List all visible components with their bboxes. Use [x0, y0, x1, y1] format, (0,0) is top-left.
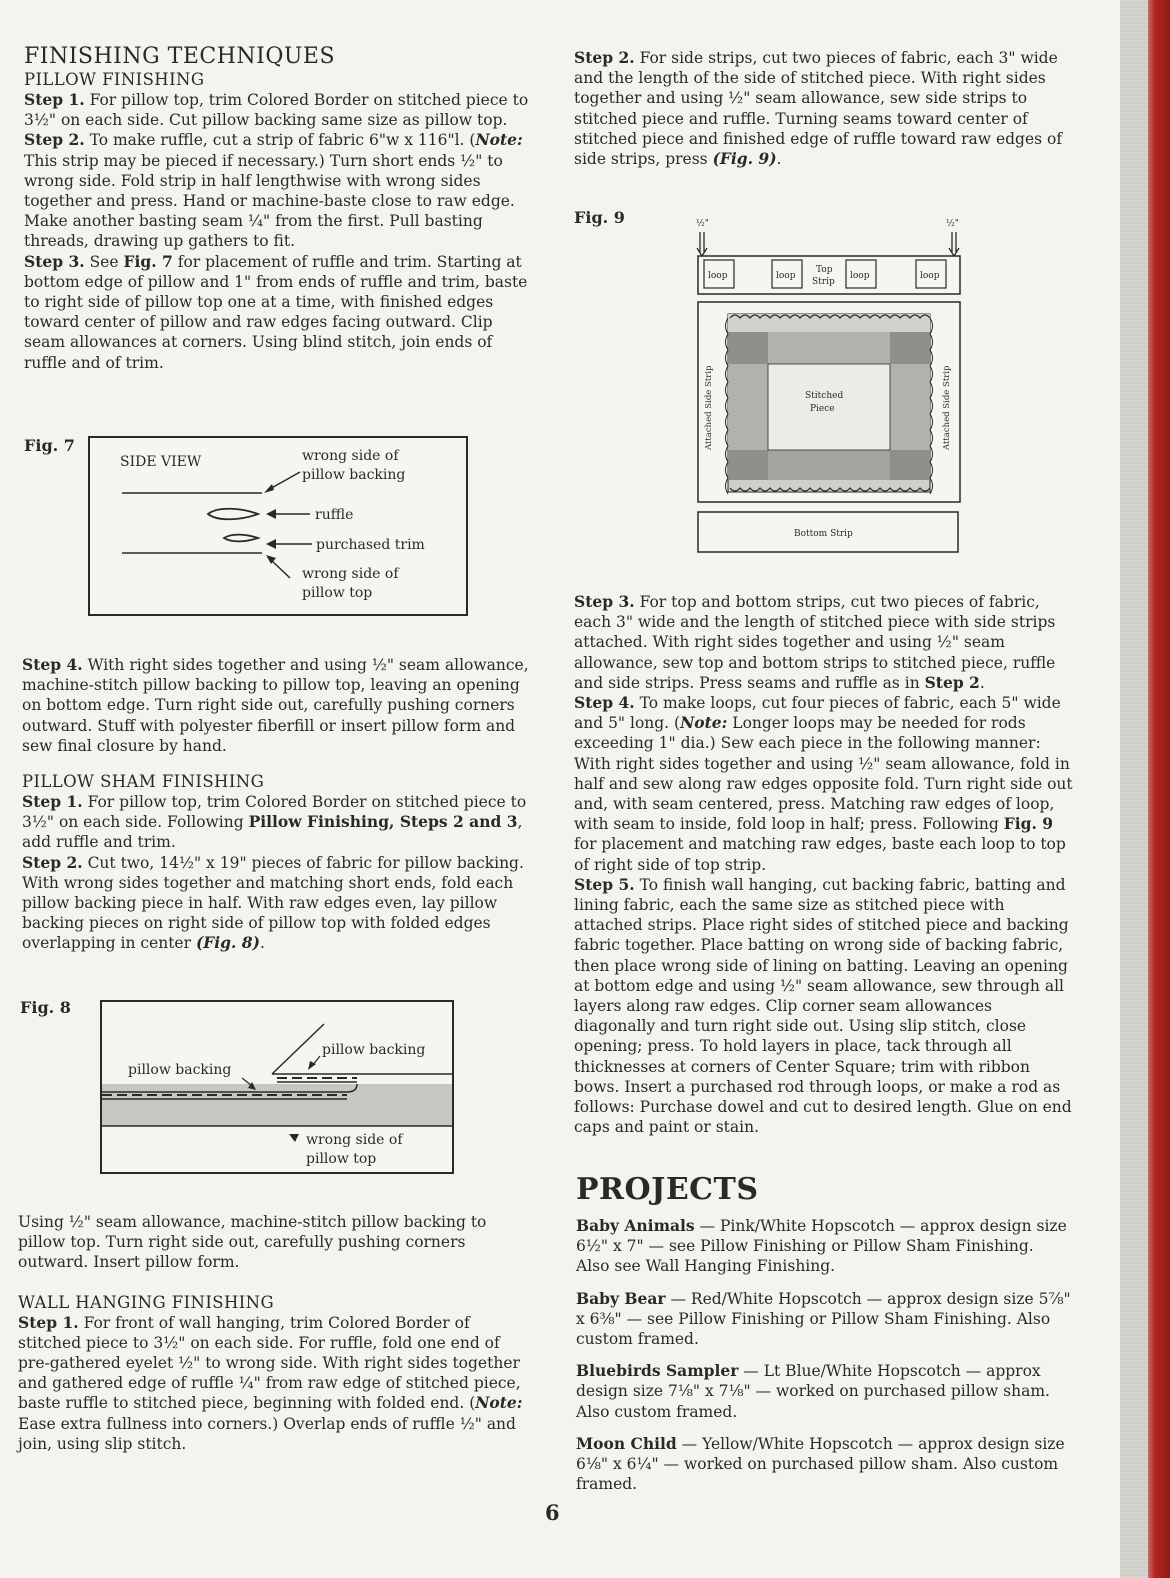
wall-title: WALL HANGING FINISHING — [18, 1292, 275, 1312]
wall-step4: Step 4. To make loops, cut four pieces of fabric, each 5" wide and 5" long. (Note: Longer loops may be needed for rods exceeding 1" dia.) Sew each piece in the following manner: With right sides together and using ½" seam allowance, fold in half and sew along raw edges opposite fold. Turn right side out and, with seam centered, press. Matching raw edges of loop, with seam to inside, fold loop in half; press. Following Fig. 9 for placement and matching raw edges, baste each loop to top of right side of top strip. — [574, 693, 1073, 874]
fig9-loop-4: loop — [920, 271, 940, 281]
pillow-step2: Step 2. To make ruffle, cut a strip of fabric 6"w x 116"l. (Note: This strip may be pieced if necessary.) Turn short ends ½" to wrong side. Fold strip in half lengthwise with wrong sides together and press. Hand or machine-baste close to raw edge. Make another basting seam ¼" from the first. Pull basting threads, drawing up gathers to fit. — [24, 130, 523, 251]
fig8-label: Fig. 8 — [20, 998, 71, 1017]
fig9-stitched-2: Piece — [810, 404, 835, 414]
left-column-middle — [22, 655, 532, 954]
project-item-1: Baby Bear — Red/White Hopscotch — approx design size 5⅞" x 6⅜" — see Pillow Finishing or Pillow Sham Finishing. Also custom framed. — [576, 1288, 1071, 1349]
fig7-ruffle: ruffle — [315, 507, 354, 523]
fig9-half-right: ½" — [946, 219, 959, 229]
left-column-bottom — [18, 1212, 532, 1454]
wall-step1: Step 1. For front of wall hanging, trim Colored Border of stitched piece to 3½" on each side. For ruffle, fold one end of pre-gathered eyelet ½" to wrong side. With right sides together and gathered edge of ruffle ¼" from raw edge of stitched piece, baste ruffle to stitched piece, beginning with folded end. (Note: Ease extra fullness into corners.) Overlap ends of ruffle ½" and join, using slip stitch. — [18, 1312, 523, 1453]
fig7-side-view: SIDE VIEW — [120, 454, 202, 470]
left-column-top — [24, 44, 534, 373]
fig9-side-left: Attached Side Strip — [704, 365, 714, 450]
fig9-loop-3: loop — [850, 271, 870, 281]
sham-step1: Step 1. For pillow top, trim Colored Border on stitched piece to 3½" on each side. Following Pillow Finishing, Steps 2 and 3, add ruffle and trim. — [22, 792, 527, 852]
fig7-diagram — [88, 436, 468, 616]
fig9-loop-2: loop — [776, 271, 796, 281]
fig9-loop-1: loop — [708, 271, 728, 281]
fig8-backing-right: pillow backing — [322, 1042, 426, 1058]
fig9-label: Fig. 9 — [574, 208, 625, 227]
project-item-0: Baby Animals — Pink/White Hopscotch — approx design size 6½" x 7" — see Pillow Finishing or Pillow Sham Finishing. Also see Wall Hanging Finishing. — [576, 1216, 1067, 1276]
fig9-top-2: Strip — [812, 277, 835, 287]
right-column-middle — [574, 592, 1074, 1137]
fig8-backing-left: pillow backing — [128, 1062, 232, 1078]
fig7-trim: purchased trim — [316, 537, 425, 553]
fig7-wrong-backing-1: wrong side of — [302, 448, 399, 464]
fig9-diagram — [690, 214, 970, 560]
fig9-bottom: Bottom Strip — [794, 529, 853, 539]
page-edge — [1120, 0, 1170, 1578]
fig8-diagram — [100, 1000, 454, 1174]
fig9-side-right: Attached Side Strip — [942, 365, 952, 450]
page-number: 6 — [545, 1500, 560, 1525]
right-column-top — [574, 48, 1072, 169]
pillow-step1: Step 1. For pillow top, trim Colored Border on stitched piece to 3½" on each side. Cut pillow backing same size as pillow top. — [24, 90, 529, 130]
sham-after: Using ½" seam allowance, machine-stitch pillow backing to pillow top. Turn right side out, carefully pushing corners outward. Insert pillow form. — [18, 1213, 487, 1272]
sham-title: PILLOW SHAM FINISHING — [22, 772, 265, 792]
fig9-top-1: Top — [816, 265, 833, 275]
fig7-wrong-top-1: wrong side of — [302, 566, 399, 582]
fig8-wrong-top-1: wrong side of — [306, 1132, 403, 1148]
wall-step3: Step 3. For top and bottom strips, cut two pieces of fabric, each 3" wide and the length of stitched piece with side strips attached. With right sides together and using ½" seam allowance, sew top and bottom strips to stitched piece, ruffle and side strips. Press seams and ruffle as in Step 2. — [574, 592, 1056, 692]
pillow-step3: Step 3. See Fig. 7 for placement of ruffle and trim. Starting at bottom edge of pillow and 1" from ends of ruffle and trim, baste to right side of pillow top one at a time, with finished edges toward center of pillow and raw edges facing outward. Clip seam allowances at corners. Using blind stitch, join ends of ruffle and of trim. — [24, 251, 528, 372]
pillow-step4: Step 4. With right sides together and using ½" seam allowance, machine-stitch pillow backing to pillow top, leaving an opening on bottom edge. Turn right side out, carefully pushing corners outward. Stuff with polyester fiberfill or insert pillow form and sew final closure by hand. — [22, 655, 529, 755]
wall-step2: Step 2. For side strips, cut two pieces of fabric, each 3" wide and the length of the side of stitched piece. With right sides together and using ½" seam allowance, sew side strips to stitched piece and ruffle. Turning seams toward center of stitched piece and finished edge of ruffle toward raw edges of side strips, press (Fig. 9). — [574, 48, 1063, 169]
projects-title: PROJECTS — [576, 1172, 759, 1207]
page-heading: FINISHING TECHNIQUES — [24, 44, 336, 69]
wall-step5: Step 5. To finish wall hanging, cut backing fabric, batting and lining fabric, each the same size as stitched piece with attached strips. Place right sides of stitched piece and backing fabric together. Place batting on wrong side of backing fabric, then place wrong side of lining on batting. Leaving an opening at bottom edge and using ½" seam allowance, sew through all layers along raw edges. Clip corner seam allowances diagonally and turn right side out. Using slip stitch, close opening; press. To hold layers in place, tack through all thicknesses at corners of Center Square; trim with ribbon bows. Insert a purchased rod through loops, or make a rod as follows: Purchase dowel and cut to desired length. Glue on end caps and paint or stain. — [574, 874, 1072, 1137]
project-item-3: Moon Child — Yellow/White Hopscotch — approx design size 6⅛" x 6¼" — worked on purchased pillow sham. Also custom framed. — [576, 1433, 1065, 1494]
fig8-wrong-top-2: pillow top — [306, 1151, 377, 1167]
fig7-label: Fig. 7 — [24, 436, 75, 455]
fig9-stitched-1: Stitched — [805, 391, 844, 401]
sham-step2: Step 2. Cut two, 14½" x 19" pieces of fabric for pillow backing. With wrong sides together and matching short ends, fold each pillow backing piece in half. With raw edges even, lay pillow backing pieces on right side of pillow top with folded edges overlapping in center (Fig. 8). — [22, 852, 524, 953]
fig9-half-left: ½" — [696, 219, 709, 229]
projects-section — [576, 1172, 1072, 1494]
pillow-title: PILLOW FINISHING — [24, 70, 205, 89]
project-item-2: Bluebirds Sampler — Lt Blue/White Hopscotch — approx design size 7⅛" x 7⅛" — worked on purchased pillow sham. Also custom framed. — [576, 1361, 1050, 1421]
fig7-wrong-backing-2: pillow backing — [302, 467, 406, 483]
fig7-wrong-top-2: pillow top — [302, 585, 373, 601]
